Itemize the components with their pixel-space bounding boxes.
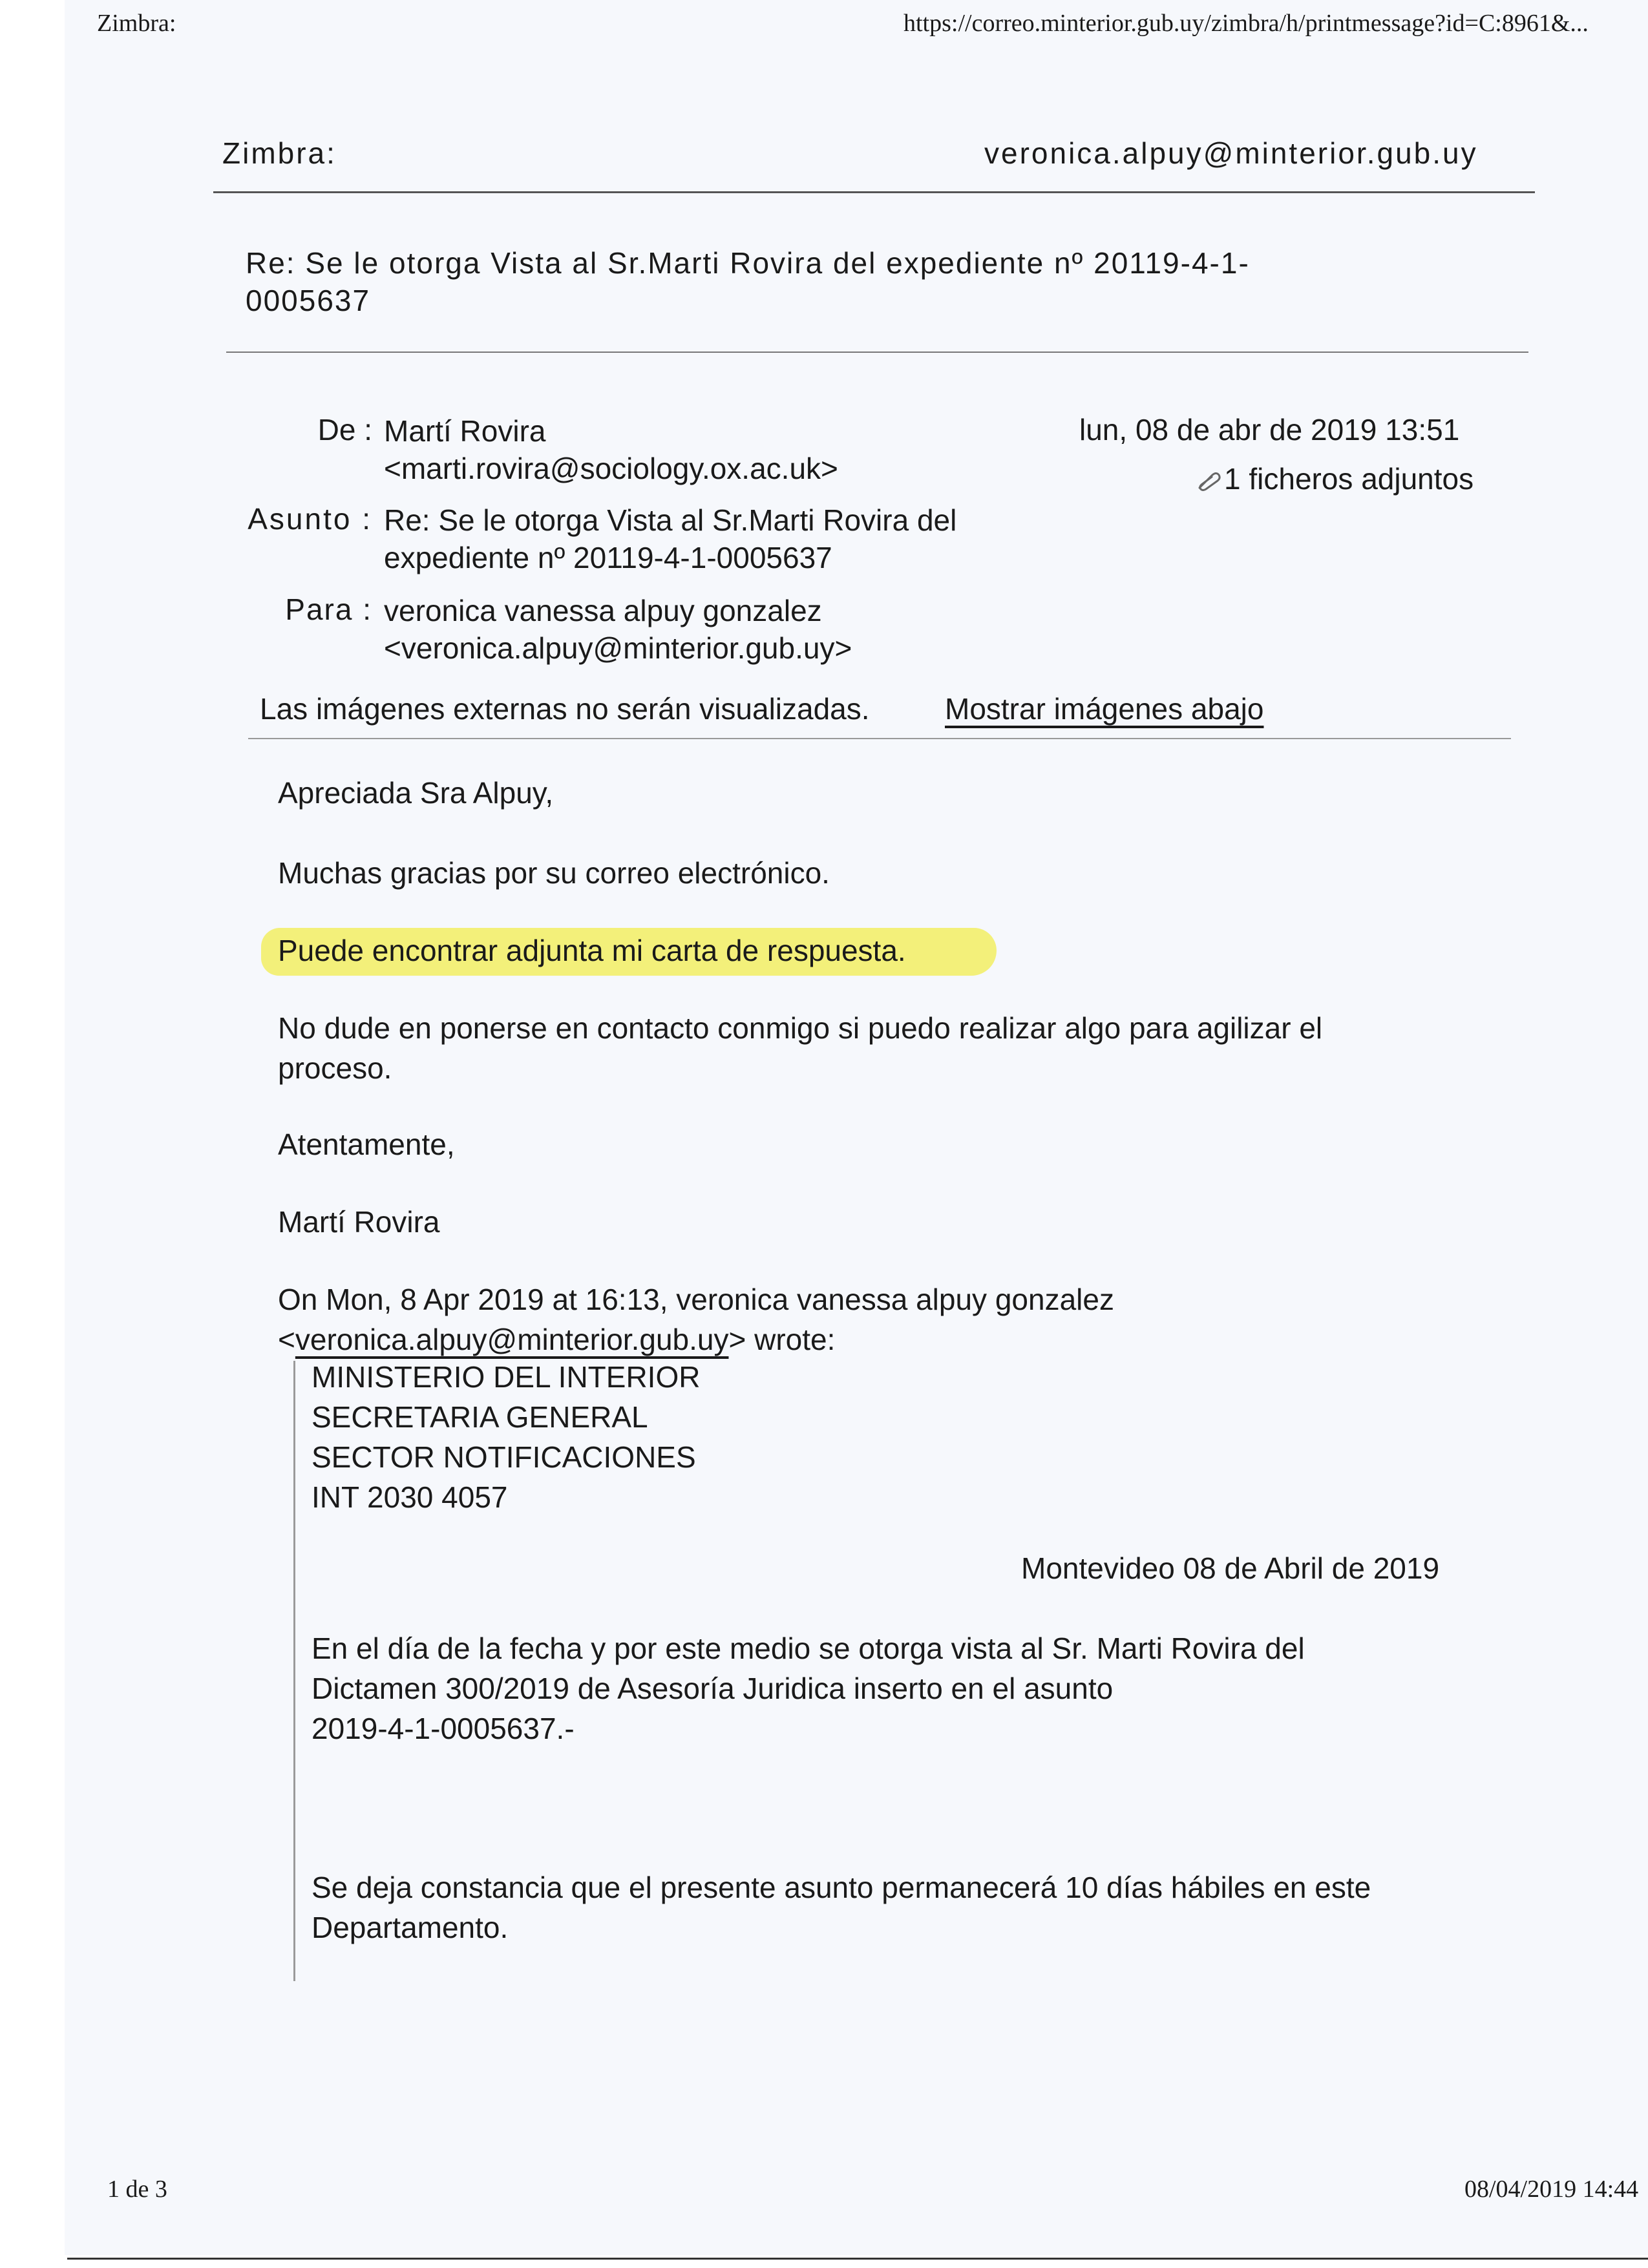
from-label: De :	[317, 413, 372, 446]
subject-value-line2: expediente nº 20119-4-1-0005637	[384, 541, 832, 574]
quote-intro-line2	[278, 1319, 1506, 1360]
header-divider	[213, 191, 1535, 193]
body-contact-line1: No dude en ponerse en contacto conmigo si puedo realizar algo para agilizar el	[278, 1011, 1323, 1045]
body-greeting: Apreciada Sra Alpuy,	[278, 776, 554, 810]
to-email: <veronica.alpuy@minterior.gub.uy>	[384, 631, 852, 665]
mail-app-name: Zimbra:	[222, 136, 337, 170]
body-contact-paragraph	[278, 1008, 1506, 1088]
mail-account-address: veronica.alpuy@minterior.gub.uy	[984, 136, 1478, 170]
quoted-paragraph-1-line1: En el día de la fecha y por este medio se otorga vista al Sr. Marti Rovira del	[312, 1632, 1305, 1665]
from-name: Martí Rovira	[384, 414, 546, 448]
quoted-paragraph-2-line2: Departamento.	[312, 1911, 509, 1944]
to-label: Para :	[285, 593, 372, 626]
from-value	[384, 412, 838, 487]
quoted-city-date: Montevideo 08 de Abril de 2019	[1021, 1551, 1440, 1585]
quoted-paragraph-2-line1: Se deja constancia que el presente asunto permanecerá 10 días hábiles en este	[312, 1871, 1371, 1904]
body-divider	[248, 738, 1511, 739]
quote-intro	[278, 1279, 1506, 1360]
quoted-org-line4: INT 2030 4057	[312, 1480, 508, 1514]
scan-margin	[0, 0, 65, 2268]
quote-intro-lt: <	[278, 1323, 295, 1356]
quoted-paragraph-1	[312, 1628, 1507, 1748]
attachments-count: 1 ficheros adjuntos	[1224, 462, 1474, 496]
print-header-url: https://correo.minterior.gub.uy/zimbra/h/printmessage?id=C:8961&...	[903, 10, 1589, 37]
quoted-paragraph-1-line2: Dictamen 300/2019 de Asesoría Juridica inserto en el asunto	[312, 1672, 1114, 1705]
quoted-message-bar	[293, 1361, 295, 1981]
subject-value	[384, 501, 956, 576]
message-subject: Re: Se le otorga Vista al Sr.Marti Rovira del expediente nº 20119-4-1-0005637	[246, 246, 1250, 317]
external-images-notice: Las imágenes externas no serán visualizadas.	[260, 692, 870, 726]
subject-label: Asunto :	[248, 502, 372, 536]
quote-intro-email-link[interactable]: veronica.alpuy@minterior.gub.uy	[295, 1323, 729, 1356]
quoted-org-line3: SECTOR NOTIFICACIONES	[312, 1440, 696, 1474]
body-thanks: Muchas gracias por su correo electrónico.	[278, 856, 830, 890]
quoted-org-line1: MINISTERIO DEL INTERIOR	[312, 1360, 701, 1394]
quote-intro-wrote: > wrote:	[728, 1323, 836, 1356]
print-page-number: 1 de 3	[107, 2176, 167, 2203]
print-timestamp: 08/04/2019 14:44	[1464, 2176, 1639, 2203]
paperclip-icon	[1196, 464, 1221, 485]
message-date: lun, 08 de abr de 2019 13:51	[1079, 413, 1460, 446]
quoted-paragraph-2	[312, 1867, 1507, 1948]
print-header-title: Zimbra:	[97, 10, 176, 37]
quoted-org-line2: SECRETARIA GENERAL	[312, 1400, 648, 1434]
page-bottom-edge	[67, 2258, 1648, 2260]
attachments-indicator[interactable]	[1196, 461, 1474, 496]
subject-divider	[226, 352, 1528, 353]
quoted-org-block	[312, 1357, 700, 1517]
body-signature: Martí Rovira	[278, 1205, 440, 1239]
quote-intro-line1: On Mon, 8 Apr 2019 at 16:13, veronica vanessa alpuy gonzalez	[278, 1283, 1114, 1316]
to-name: veronica vanessa alpuy gonzalez	[384, 594, 822, 627]
to-value	[384, 592, 852, 667]
from-email: <marti.rovira@sociology.ox.ac.uk>	[384, 452, 838, 485]
show-images-link[interactable]: Mostrar imágenes abajo	[945, 692, 1264, 726]
quoted-paragraph-1-line3: 2019-4-1-0005637.-	[312, 1712, 575, 1745]
body-closing: Atentamente,	[278, 1128, 455, 1161]
body-contact-line2: proceso.	[278, 1051, 392, 1085]
subject-value-line1: Re: Se le otorga Vista al Sr.Marti Rovira del	[384, 503, 957, 537]
body-highlighted-sentence: Puede encontrar adjunta mi carta de respuesta.	[278, 934, 906, 967]
